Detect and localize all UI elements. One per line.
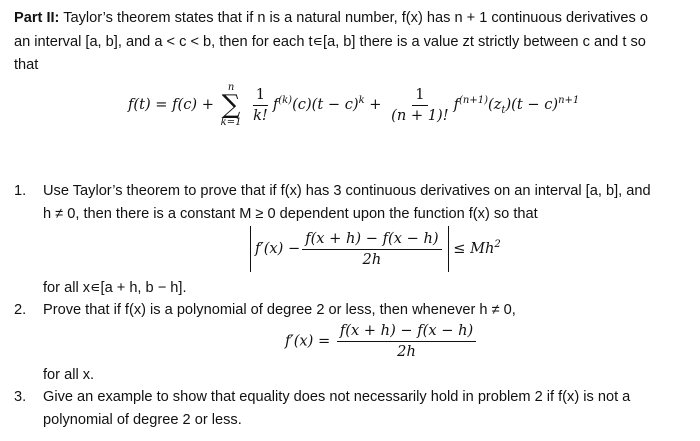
item-2-equation: f′(x) = $\frac{f(x + h) - f(x - h)}{2h}$ [285, 322, 478, 361]
item-2-number: 2. [14, 302, 27, 318]
intro-line-2: an interval [a, b], and a < c < b, then for each t∊[a, b] there is a value zt strictly between c and t so [14, 34, 646, 50]
intro-text-1: Taylor’s theorem states that if n is a natural number, f(x) has n + 1 continuous derivatives o [59, 10, 648, 26]
item-1-after: for all x∊[a + h, b − h]. [43, 280, 187, 296]
item-3-line-2: polynomial of degree 2 or less. [43, 412, 242, 428]
item-2-after: for all x. [43, 367, 95, 383]
item-1-line-2: h ≠ 0, then there is a constant M ≥ 0 dependent upon the function f(x) so that [43, 206, 538, 222]
item-1-number: 1. [14, 183, 27, 199]
taylor-formula: f(t) = f(c) + n ∑ k=1 $\frac{1}{k!}$ $f^{(k)}(c)(t - c)^k$ + $\frac{1}{(n + 1)!}$ $f^{(n+1)}(z_t)(t - c)^{n+1}$ [128, 82, 580, 128]
part-label: Part II: [14, 10, 60, 26]
item-1-inequality: f′(x) − $\frac{f(x + h) - f(x - h)}{2h}$ ≤ $Mh^2$ [250, 226, 501, 272]
intro-line-1 [14, 8, 700, 28]
summation-symbol: n ∑ k=1 [220, 82, 242, 128]
item-3-line-1: Give an example to show that equality does not necessarily hold in problem 2 if f(x) is not a [43, 389, 631, 405]
intro-line-3: that [14, 57, 39, 73]
item-3-number: 3. [14, 389, 27, 405]
item-2-line-1: Prove that if f(x) is a polynomial of degree 2 or less, then whenever h ≠ 0, [43, 302, 516, 318]
item-1-line-1: Use Taylor’s theorem to prove that if f(x) has 3 continuous derivatives on an interval [a, b], and [43, 183, 651, 199]
